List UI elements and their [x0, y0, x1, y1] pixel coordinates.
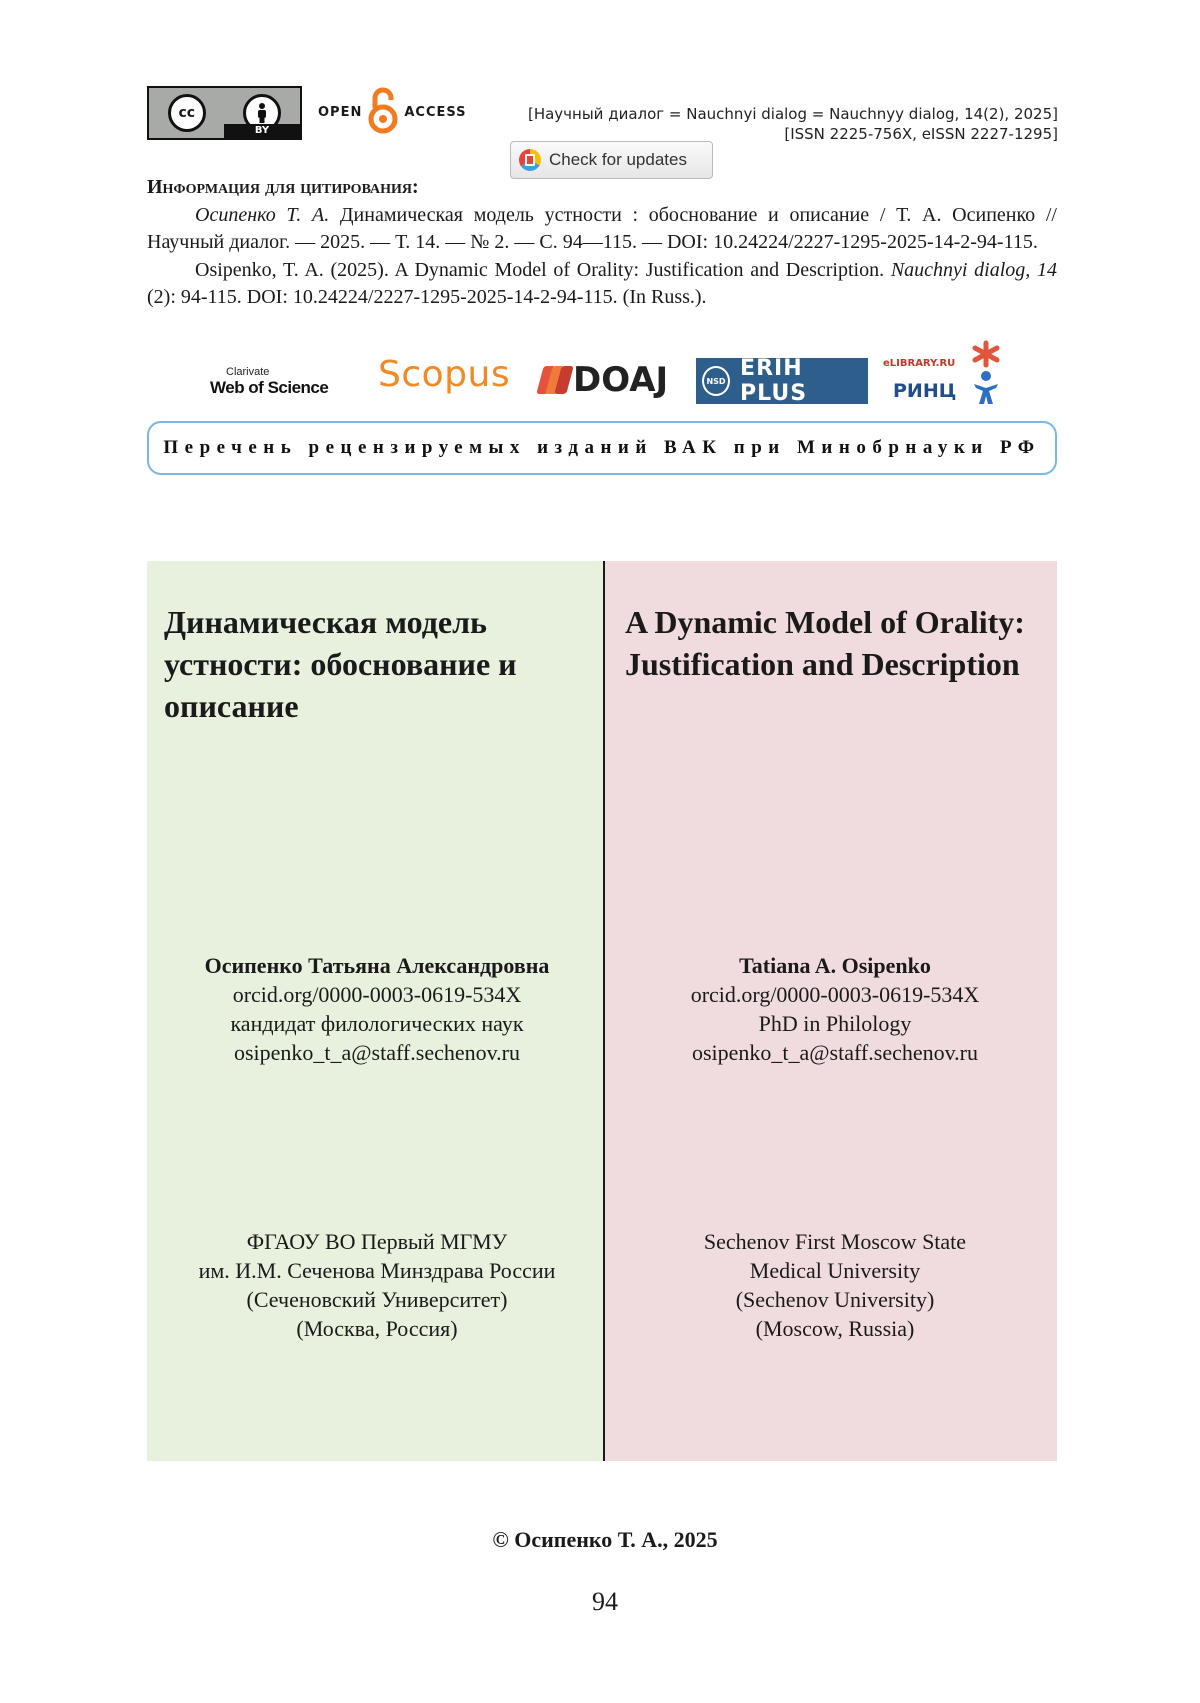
web-of-science-label: Web of Science [210, 378, 329, 397]
citation-ru-author: Осипенко Т. А. [195, 203, 330, 226]
citation-block [147, 174, 1057, 312]
elibrary-rinc-logo[interactable] [883, 340, 1003, 408]
column-divider [603, 561, 605, 1461]
affiliation-ru-line: (Сеченовский Университет) [246, 1287, 508, 1312]
erih-plus-logo[interactable] [696, 358, 868, 404]
crossmark-icon [519, 149, 541, 171]
citation-en-rest: (2): 94-115. DOI: 10.24224/2227-1295-2025-14-2-94-115. (In Russ.). [147, 286, 707, 308]
cc-by-license-badge[interactable] [147, 86, 302, 140]
citation-en [147, 257, 1057, 312]
doaj-mark-icon [540, 366, 567, 394]
author-name-ru: Осипенко Татьяна Александровна [204, 953, 550, 978]
nsd-icon: NSD [702, 366, 730, 396]
journal-reference-line-1: [Научный диалог = Nauchnyi dialog = Nauchnyy dialog, 14(2), 2025] [527, 105, 1058, 123]
affiliation-ru-line: (Москва, Россия) [296, 1316, 458, 1341]
citation-en-text: Osipenko, T. A. (2025). A Dynamic Model of Orality: Justification and Description. [195, 258, 891, 281]
affiliation-en-line: (Moscow, Russia) [755, 1316, 915, 1341]
page-number: 94 [592, 1587, 618, 1616]
affiliation-en-line: (Sechenov University) [735, 1287, 935, 1312]
author-orcid-en[interactable]: orcid.org/0000-0003-0619-534X [690, 982, 980, 1007]
article-title-ru: Динамическая модель устности: обоснование и описание [164, 604, 517, 724]
rinc-label: РИНЦ [893, 380, 957, 402]
indexing-logos [210, 340, 1010, 408]
erih-plus-label: ERIH PLUS [740, 356, 808, 406]
journal-reference-line-2: [ISSN 2225-756X, eISSN 2227-1295] [784, 125, 1058, 143]
web-of-science-logo[interactable] [210, 366, 328, 398]
citation-ru-text: Динамическая модель устности : обоснование и описание / Т. А. Осипенко // Научный диалог. — 2025. — Т. 14. — № 2. — С. 94—115. — DOI: 10.24224/2227-1295-2025-14-2-94-115. [147, 203, 1057, 253]
open-lock-icon [366, 86, 400, 138]
clarivate-label: Clarivate [226, 366, 270, 378]
open-access-right-text: ACCESS [404, 104, 467, 120]
creative-commons-icon: cc [168, 94, 206, 132]
citation-heading: Информация для цитирования: [147, 176, 419, 198]
vak-banner [147, 421, 1057, 475]
rinc-person-icon [971, 370, 1001, 406]
author-orcid-ru[interactable]: orcid.org/0000-0003-0619-534X [232, 982, 522, 1007]
citation-en-journal: Nauchnyi dialog, 14 [890, 258, 1057, 281]
scopus-logo[interactable]: Scopus [378, 354, 511, 395]
open-access-left-text: OPEN [318, 104, 363, 120]
open-access-logo [318, 86, 467, 138]
elibrary-label: eLIBRARY.RU [883, 358, 956, 369]
affiliation-en-line: Sechenov First Moscow State [703, 1229, 967, 1254]
elibrary-star-icon [971, 340, 1001, 368]
affiliation-ru [157, 1227, 597, 1343]
author-name-en: Tatiana A. Osipenko [739, 953, 931, 978]
author-info-en [615, 951, 1055, 1067]
affiliation-en [615, 1227, 1055, 1343]
affiliation-ru-line: им. И.М. Сеченова Минздрава России [198, 1258, 556, 1283]
doaj-logo[interactable] [540, 360, 668, 400]
author-email-ru[interactable]: osipenko_t_a@staff.sechenov.ru [233, 1040, 521, 1065]
author-email-en[interactable]: osipenko_t_a@staff.sechenov.ru [691, 1040, 979, 1065]
affiliation-ru-line: ФГАОУ ВО Первый МГМУ [246, 1229, 508, 1254]
affiliation-en-line: Medical University [749, 1258, 921, 1283]
citation-ru [147, 202, 1057, 257]
journal-reference [528, 104, 1058, 144]
copyright-notice: © Осипенко Т. А., 2025 [492, 1527, 718, 1552]
cc-by-label: BY [224, 124, 300, 138]
doaj-label: DOAJ [573, 360, 669, 400]
article-title-en: A Dynamic Model of Orality: Justification and Description [625, 604, 1025, 682]
author-degree-en: PhD in Philology [758, 1011, 912, 1036]
author-info-ru [157, 951, 597, 1067]
check-for-updates-label: Check for updates [549, 150, 687, 169]
author-degree-ru: кандидат филологических наук [230, 1011, 524, 1036]
vak-banner-text: Перечень рецензируемых изданий ВАК при Минобрнауки РФ [163, 437, 1041, 458]
